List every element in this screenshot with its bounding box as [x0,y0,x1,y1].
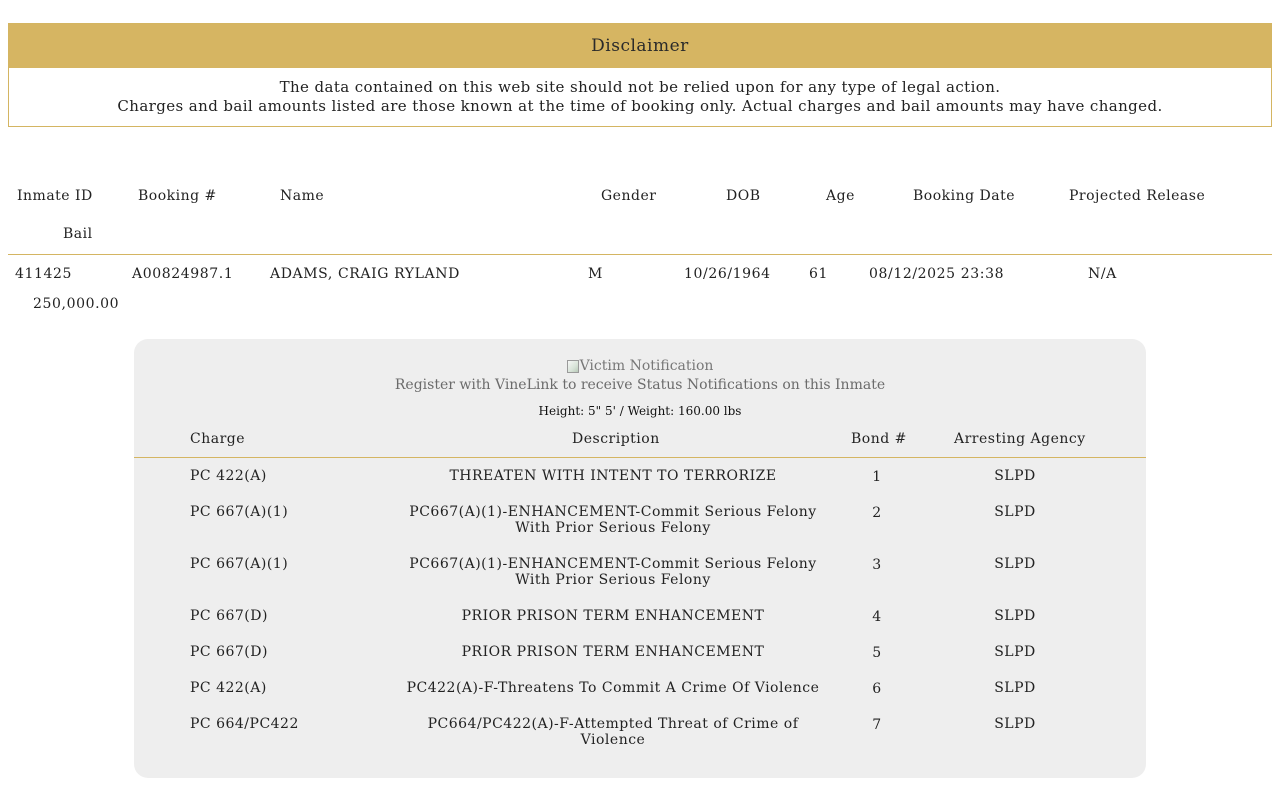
charge-description: PRIOR PRISON TERM ENHANCEMENT [461,644,765,660]
header-arresting-agency: Arresting Agency [954,431,1086,447]
header-booking-date: Booking Date [913,188,1016,204]
disclaimer-line-1: The data contained on this web site should not be relied upon for any type of legal action. [279,78,1001,96]
charge-description: THREATEN WITH INTENT TO TERRORIZE [449,468,777,484]
bond-number: 3 [872,557,882,573]
bond-number: 6 [872,681,882,697]
charge-description: PC422(A)-F-Threatens To Commit A Crime Of Violence [406,680,820,696]
charge-description: PC667(A)(1)-ENHANCEMENT-Commit Serious Felony With Prior Serious Felony [409,504,817,536]
header-inmate-id: Inmate ID [17,188,93,204]
inmate-table-header [8,178,1272,255]
charge-code: PC 667(D) [190,644,268,660]
charges-table-header [134,426,1146,458]
arresting-agency: SLPD [994,556,1036,572]
inmate-id: 411425 [15,266,73,282]
bail-amount: 250,000.00 [33,296,120,312]
inmate-gender: M [588,266,603,282]
header-projected-release: Projected Release [1069,188,1206,204]
header-description: Description [572,431,660,447]
projected-release: N/A [1088,266,1117,282]
header-booking-number: Booking # [138,188,217,204]
charge-code: PC 667(D) [190,608,268,624]
header-bail: Bail [63,226,93,242]
inmate-details-panel [134,339,1146,778]
header-dob: DOB [726,188,761,204]
charge-description: PC664/PC422(A)-F-Attempted Threat of Crime of Violence [427,716,799,748]
inmate-age: 61 [809,266,829,282]
arresting-agency: SLPD [994,644,1036,660]
height-weight: Height: 5" 5' / Weight: 160.00 lbs [538,404,742,418]
charge-code: PC 667(A)(1) [190,556,289,572]
disclaimer-body [9,68,1271,116]
victim-notification-image[interactable] [567,358,714,374]
header-bond-number: Bond # [851,431,907,447]
charge-code: PC 422(A) [190,468,267,484]
bond-number: 5 [872,645,882,661]
booking-number: A00824987.1 [132,266,234,282]
inmate-row [0,262,1280,322]
inmate-dob: 10/26/1964 [684,266,771,282]
bond-number: 7 [872,717,882,733]
header-name: Name [280,188,325,204]
arresting-agency: SLPD [994,468,1036,484]
inmate-name: ADAMS, CRAIG RYLAND [270,266,460,282]
vinelink-register-link[interactable]: Register with VineLink to receive Status Notifications on this Inmate [394,376,886,393]
header-age: Age [826,188,855,204]
arresting-agency: SLPD [994,608,1036,624]
broken-image-icon [567,360,579,373]
arresting-agency: SLPD [994,504,1036,520]
charge-description: PC667(A)(1)-ENHANCEMENT-Commit Serious Felony With Prior Serious Felony [409,556,817,588]
header-gender: Gender [601,188,657,204]
charge-code: PC 664/PC422 [190,716,299,732]
arresting-agency: SLPD [994,680,1036,696]
header-charge: Charge [190,431,246,447]
charge-code: PC 667(A)(1) [190,504,289,520]
bond-number: 4 [872,609,882,625]
disclaimer-title: Disclaimer [9,24,1271,68]
bond-number: 1 [872,469,882,485]
disclaimer-line-2: Charges and bail amounts listed are those known at the time of booking only. Actual charges and bail amounts may have changed. [117,97,1163,115]
charge-description: PRIOR PRISON TERM ENHANCEMENT [461,608,765,624]
arresting-agency: SLPD [994,716,1036,732]
charge-code: PC 422(A) [190,680,267,696]
vine-notification [134,358,1146,393]
booking-date: 08/12/2025 23:38 [869,266,1005,282]
bond-number: 2 [872,505,882,521]
disclaimer-box [8,23,1272,127]
victim-notification-alt: Victim Notification [579,358,714,374]
